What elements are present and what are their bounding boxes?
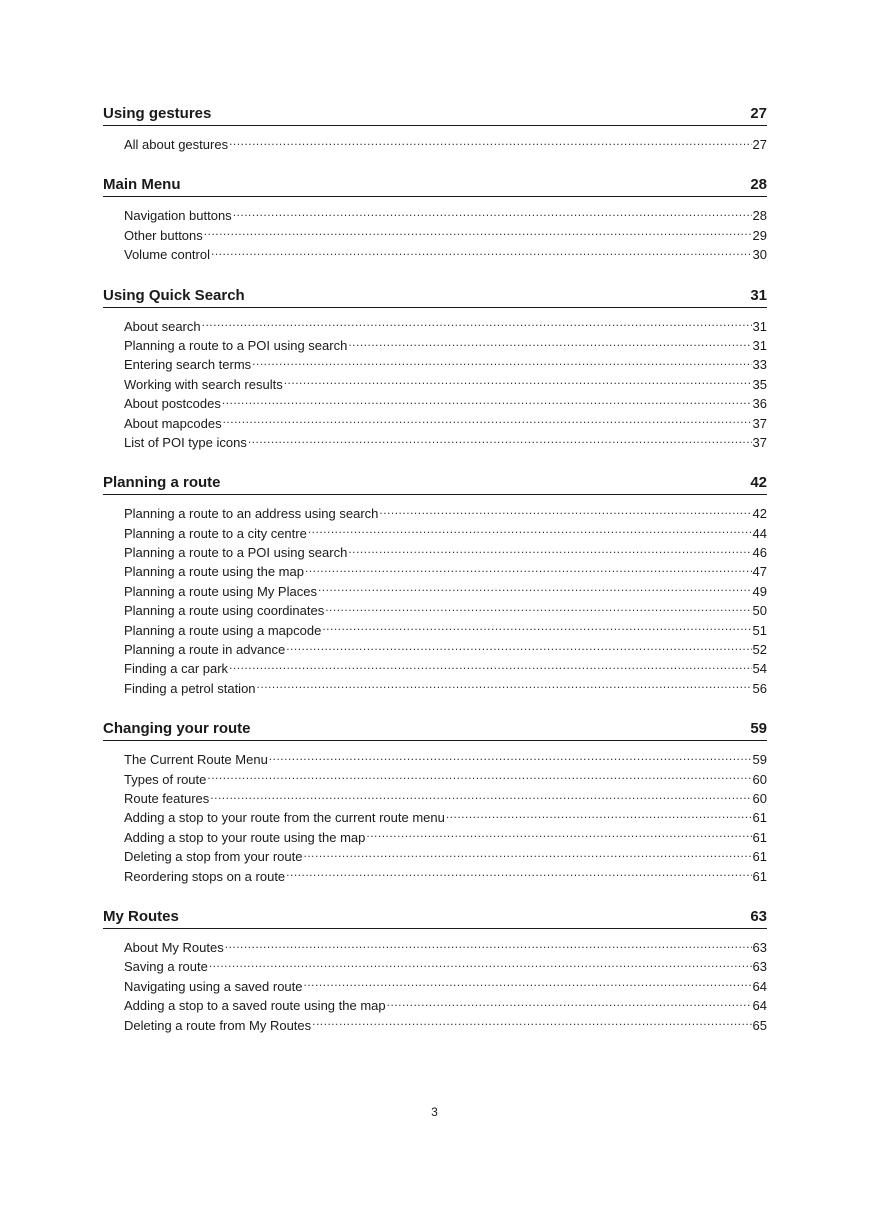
toc-entry-label: Planning a route to a POI using search — [124, 545, 348, 561]
toc-entry-label: Saving a route — [124, 959, 208, 975]
dot-leader — [284, 377, 752, 389]
section-title: Using Quick Search — [103, 286, 245, 304]
toc-entry-page-number: 31 — [752, 337, 767, 353]
dot-leader — [387, 998, 752, 1010]
table-of-contents — [103, 104, 767, 1056]
section-title: Main Menu — [103, 176, 181, 194]
dot-leader — [223, 416, 752, 428]
dot-leader — [318, 584, 752, 596]
toc-section-heading[interactable] — [103, 907, 767, 929]
toc-entry-page-number: 61 — [752, 829, 767, 845]
toc-entry[interactable] — [124, 789, 767, 808]
toc-entry[interactable] — [124, 524, 767, 543]
toc-entry[interactable] — [124, 543, 767, 562]
toc-entry-page-number: 33 — [752, 357, 767, 373]
toc-entry[interactable] — [124, 957, 767, 976]
toc-entry[interactable] — [124, 847, 767, 866]
dot-leader — [325, 603, 751, 615]
toc-entry-page-number: 61 — [752, 868, 767, 884]
toc-entry-label: Other buttons — [124, 227, 203, 243]
toc-section — [103, 473, 767, 698]
dot-leader — [286, 642, 751, 654]
toc-entry[interactable] — [124, 808, 767, 827]
toc-entry[interactable] — [124, 414, 767, 433]
toc-entry-page-number: 37 — [752, 434, 767, 450]
toc-entry[interactable] — [124, 375, 767, 394]
toc-entry-list — [103, 308, 767, 453]
toc-entry[interactable] — [124, 206, 767, 225]
toc-section-heading[interactable] — [103, 719, 767, 741]
toc-entry-page-number: 36 — [752, 396, 767, 412]
toc-entry-label: Planning a route to an address using search — [124, 506, 379, 522]
toc-entry-label: Route features — [124, 790, 210, 806]
toc-entry[interactable] — [124, 245, 767, 264]
toc-entry-page-number: 65 — [752, 1017, 767, 1033]
dot-leader — [204, 228, 752, 240]
toc-entry-list — [103, 741, 767, 886]
toc-entry[interactable] — [124, 867, 767, 886]
dot-leader — [286, 869, 751, 881]
toc-entry[interactable] — [124, 433, 767, 452]
dot-leader — [211, 247, 752, 259]
toc-entry-page-number: 31 — [752, 318, 767, 334]
toc-entry-label: Planning a route using the map — [124, 564, 304, 580]
toc-entry-list — [103, 197, 767, 264]
toc-entry[interactable] — [124, 770, 767, 789]
toc-entry-page-number: 50 — [752, 603, 767, 619]
toc-entry[interactable] — [124, 562, 767, 581]
toc-entry-label: Planning a route in advance — [124, 642, 286, 658]
toc-entry-label: The Current Route Menu — [124, 752, 268, 768]
toc-entry-page-number: 64 — [752, 998, 767, 1014]
toc-entry-page-number: 61 — [752, 810, 767, 826]
dot-leader — [269, 752, 752, 764]
dot-leader — [348, 338, 751, 350]
section-page-number: 42 — [750, 474, 767, 492]
toc-entry[interactable] — [124, 750, 767, 769]
dot-leader — [209, 959, 752, 971]
dot-leader — [202, 319, 752, 331]
toc-entry-page-number: 54 — [752, 661, 767, 677]
section-page-number: 28 — [750, 176, 767, 194]
toc-entry[interactable] — [124, 226, 767, 245]
toc-entry-label: Adding a stop to your route from the current route menu — [124, 810, 445, 826]
toc-entry-label: Navigating using a saved route — [124, 978, 303, 994]
dot-leader — [252, 357, 751, 369]
toc-entry[interactable] — [124, 504, 767, 523]
toc-entry-page-number: 60 — [752, 771, 767, 787]
toc-entry-page-number: 47 — [752, 564, 767, 580]
toc-entry-label: Types of route — [124, 771, 207, 787]
dot-leader — [303, 849, 751, 861]
toc-section-heading[interactable] — [103, 175, 767, 197]
toc-entry-page-number: 29 — [752, 227, 767, 243]
toc-entry-label: Planning a route using My Places — [124, 583, 317, 599]
toc-entry[interactable] — [124, 640, 767, 659]
toc-entry-page-number: 28 — [752, 208, 767, 224]
dot-leader — [366, 830, 751, 842]
dot-leader — [257, 681, 752, 693]
toc-entry-label: Navigation buttons — [124, 208, 232, 224]
toc-entry-page-number: 46 — [752, 545, 767, 561]
toc-entry-label: Reordering stops on a route — [124, 868, 286, 884]
toc-entry-label: About My Routes — [124, 939, 224, 955]
toc-entry-label: Adding a stop to a saved route using the map — [124, 998, 386, 1014]
dot-leader — [308, 526, 752, 538]
toc-section — [103, 175, 767, 264]
toc-entry-page-number: 27 — [752, 137, 767, 152]
dot-leader — [229, 137, 751, 149]
toc-entry[interactable] — [124, 621, 767, 640]
toc-entry-page-number: 35 — [752, 376, 767, 392]
toc-entry[interactable] — [124, 977, 767, 996]
section-title: Using gestures — [103, 105, 212, 122]
dot-leader — [348, 545, 751, 557]
toc-entry-label: Deleting a route from My Routes — [124, 1017, 312, 1033]
toc-entry-page-number: 64 — [752, 978, 767, 994]
dot-leader — [225, 940, 752, 952]
section-page-number: 27 — [750, 105, 767, 122]
toc-entry-label: Planning a route using coordinates — [124, 603, 325, 619]
section-page-number: 31 — [750, 286, 767, 304]
toc-entry[interactable] — [124, 828, 767, 847]
toc-section — [103, 719, 767, 886]
toc-entry[interactable] — [124, 601, 767, 620]
toc-entry-label: About postcodes — [124, 396, 221, 412]
toc-entry-page-number: 59 — [752, 752, 767, 768]
toc-entry[interactable] — [124, 394, 767, 413]
toc-entry[interactable] — [124, 355, 767, 374]
page-number: 3 — [431, 1105, 438, 1119]
toc-section — [103, 907, 767, 1035]
toc-entry-label: All about gestures — [124, 137, 229, 152]
dot-leader — [248, 435, 752, 447]
toc-entry-label: Planning a route to a POI using search — [124, 337, 348, 353]
toc-entry-label: Planning a route to a city centre — [124, 525, 307, 541]
dot-leader — [222, 396, 752, 408]
dot-leader — [304, 979, 752, 991]
toc-entry[interactable] — [124, 135, 767, 154]
toc-entry-label: Adding a stop to your route using the map — [124, 829, 366, 845]
toc-entry-list — [103, 126, 767, 154]
toc-entry-label: List of POI type icons — [124, 434, 247, 450]
toc-entry[interactable] — [124, 582, 767, 601]
toc-entry-list — [103, 929, 767, 1035]
dot-leader — [305, 564, 752, 576]
toc-entry-label: Working with search results — [124, 376, 283, 392]
section-title: Planning a route — [103, 474, 221, 492]
section-title: Changing your route — [103, 720, 251, 738]
toc-section — [103, 104, 767, 154]
toc-entry-page-number: 51 — [752, 622, 767, 638]
toc-entry-page-number: 52 — [752, 642, 767, 658]
section-page-number: 63 — [750, 907, 767, 925]
toc-entry-label: Finding a petrol station — [124, 680, 256, 696]
toc-entry-page-number: 60 — [752, 790, 767, 806]
toc-entry[interactable] — [124, 336, 767, 355]
toc-entry-page-number: 56 — [752, 680, 767, 696]
toc-entry-label: Finding a car park — [124, 661, 229, 677]
toc-entry-page-number: 30 — [752, 247, 767, 263]
toc-entry-page-number: 61 — [752, 849, 767, 865]
toc-entry-page-number: 44 — [752, 525, 767, 541]
toc-entry[interactable] — [124, 938, 767, 957]
dot-leader — [379, 506, 751, 518]
toc-entry-label: About search — [124, 318, 201, 334]
toc-entry[interactable] — [124, 659, 767, 678]
dot-leader — [229, 661, 751, 673]
toc-entry[interactable] — [124, 317, 767, 336]
toc-entry-page-number: 42 — [752, 506, 767, 522]
dot-leader — [312, 1018, 751, 1030]
section-title: My Routes — [103, 907, 179, 925]
toc-section-heading[interactable] — [103, 473, 767, 495]
toc-entry-label: Entering search terms — [124, 357, 252, 373]
toc-section-heading[interactable] — [103, 104, 767, 126]
toc-entry-label: Volume control — [124, 247, 210, 263]
dot-leader — [322, 623, 751, 635]
dot-leader — [233, 208, 752, 220]
toc-entry-page-number: 37 — [752, 415, 767, 431]
toc-section-heading[interactable] — [103, 286, 767, 308]
toc-entry-label: About mapcodes — [124, 415, 222, 431]
section-page-number: 59 — [750, 720, 767, 738]
dot-leader — [207, 772, 751, 784]
toc-entry[interactable] — [124, 996, 767, 1015]
dot-leader — [210, 791, 751, 803]
toc-entry[interactable] — [124, 1016, 767, 1035]
toc-entry-label: Planning a route using a mapcode — [124, 622, 322, 638]
toc-section — [103, 286, 767, 453]
toc-entry-label: Deleting a stop from your route — [124, 849, 303, 865]
dot-leader — [446, 810, 752, 822]
toc-entry-page-number: 63 — [752, 959, 767, 975]
toc-entry-page-number: 63 — [752, 939, 767, 955]
toc-entry-list — [103, 495, 767, 698]
toc-entry-page-number: 49 — [752, 583, 767, 599]
toc-entry[interactable] — [124, 679, 767, 698]
